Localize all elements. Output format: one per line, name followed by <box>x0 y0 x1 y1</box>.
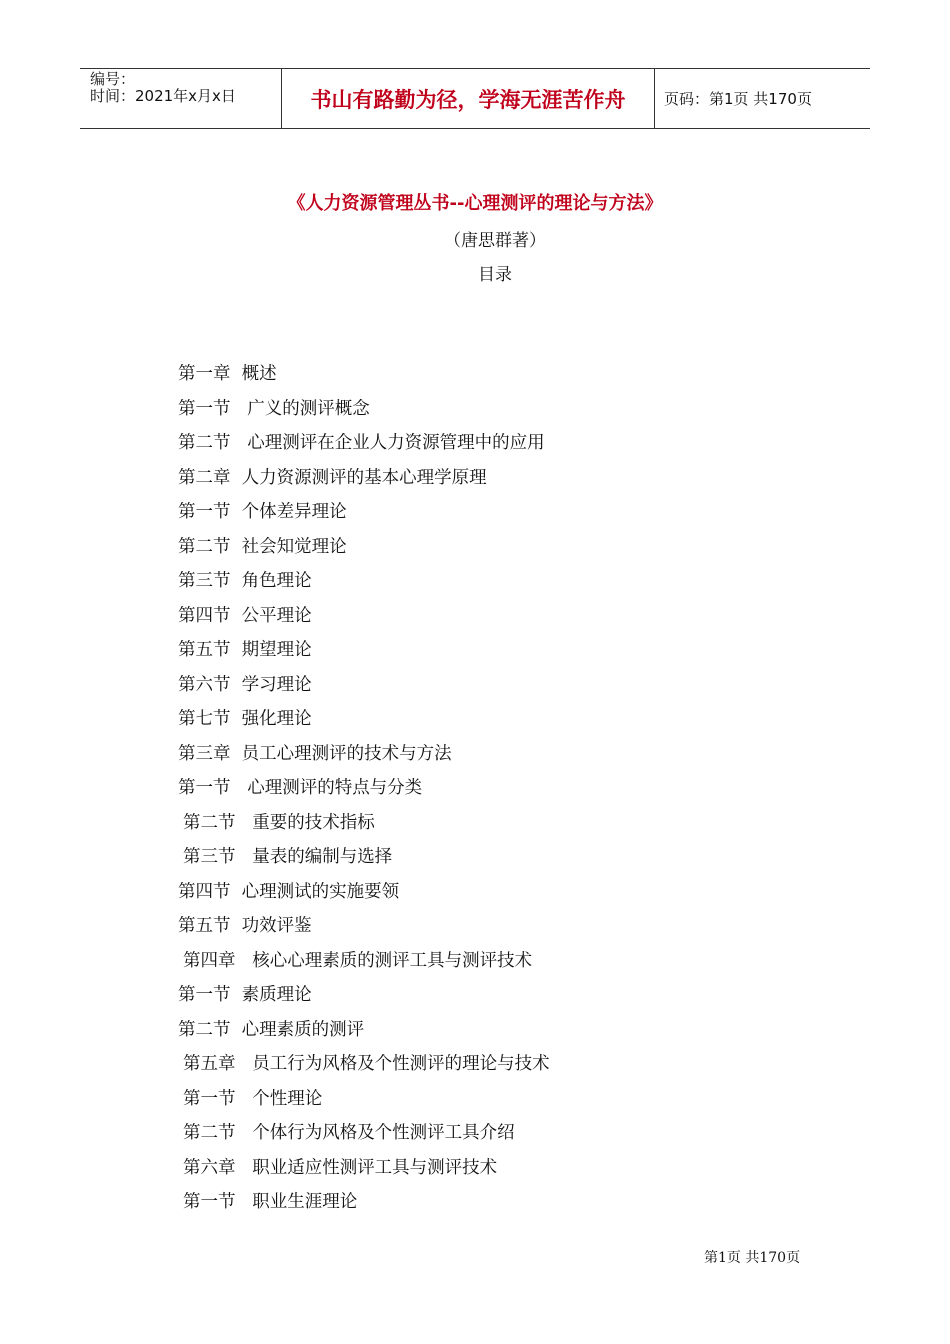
toc-item: 第一节 职业生涯理论 <box>183 1192 358 1212</box>
toc-item: 第二节 社会知觉理论 <box>178 536 347 557</box>
time-label: 时间：2021年x月x日 <box>90 87 236 105</box>
toc-item: 第六章 职业适应性测评工具与测评技术 <box>183 1157 498 1178</box>
toc-item: 第一节 个性理论 <box>183 1088 323 1109</box>
toc-item: 第一节 心理测评的特点与分类 <box>178 778 423 798</box>
toc-item: 第五节 功效评鉴 <box>178 916 312 936</box>
toc-item: 第三节 角色理论 <box>178 571 312 591</box>
toc-item: 第三节 量表的编制与选择 <box>183 847 393 867</box>
toc-item: 第一节 个体差异理论 <box>178 502 347 522</box>
toc-item: 第六节 学习理论 <box>178 674 312 695</box>
code-label: 编号： <box>90 70 136 88</box>
document-title: 《人力资源管理丛书--心理测评的理论与方法》 <box>287 193 663 214</box>
toc-heading: 目录 <box>478 265 512 285</box>
toc-item: 第二节 个体行为风格及个性测评工具介绍 <box>183 1123 515 1143</box>
header-meta-cell <box>80 69 282 128</box>
toc-item: 第四章 核心心理素质的测评工具与测评技术 <box>183 950 533 971</box>
toc-item: 第二节 心理素质的测评 <box>178 1019 365 1040</box>
header-page-info: 页码：第1页 共170页 <box>664 90 812 108</box>
toc-item: 第五章 员工行为风格及个性测评的理论与技术 <box>183 1054 550 1074</box>
table-of-contents <box>178 361 550 1224</box>
header-motto: 书山有路勤为径，学海无涯苦作舟 <box>282 69 655 128</box>
document-header <box>80 68 870 129</box>
toc-item: 第一节 广义的测评概念 <box>178 398 370 419</box>
toc-item: 第二章 人力资源测评的基本心理学原理 <box>178 467 487 488</box>
toc-item: 第二节 重要的技术指标 <box>183 812 375 833</box>
toc-item: 第三章 员工心理测评的技术与方法 <box>178 743 452 764</box>
toc-item: 第四节 心理测试的实施要领 <box>178 881 400 902</box>
toc-item: 第四节 公平理论 <box>178 605 312 626</box>
toc-item: 第一节 素质理论 <box>178 985 312 1005</box>
toc-item: 第七节 强化理论 <box>178 709 312 729</box>
page-footer: 第1页 共170页 <box>704 1250 801 1266</box>
toc-item: 第二节 心理测评在企业人力资源管理中的应用 <box>178 433 545 453</box>
toc-item: 第五节 期望理论 <box>178 640 312 660</box>
toc-item: 第一章 概述 <box>178 364 277 384</box>
document-author: （唐思群著） <box>444 231 546 251</box>
